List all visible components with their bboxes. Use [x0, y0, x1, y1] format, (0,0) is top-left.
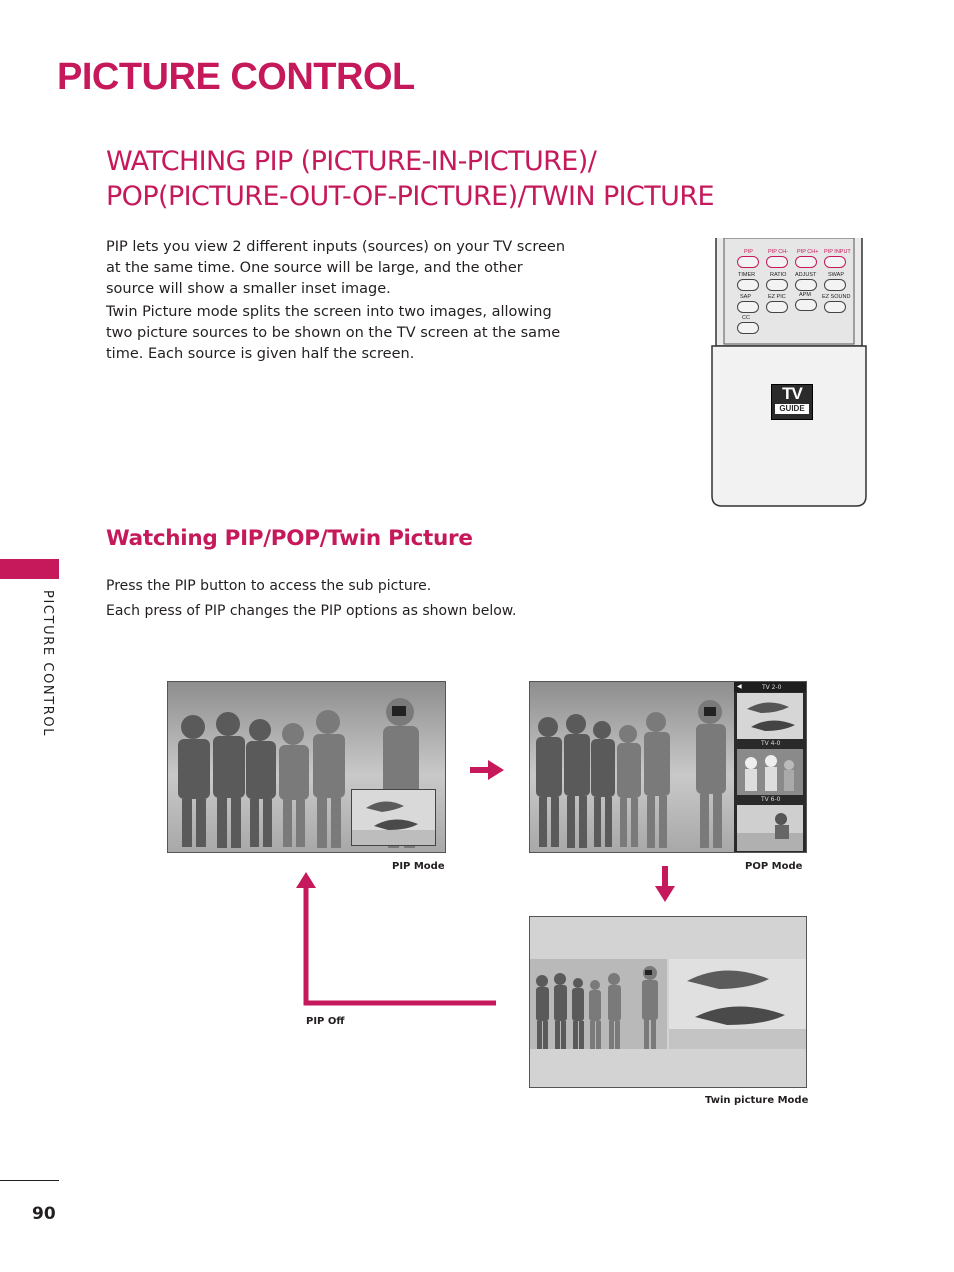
instruction-line-2: Each press of PIP changes the PIP options as shown below.	[106, 603, 517, 619]
twin-right-image	[669, 959, 806, 1049]
pip-off-caption: PIP Off	[306, 1016, 345, 1027]
adjust-button	[795, 279, 817, 291]
timer-button	[737, 279, 759, 291]
remote-control-illustration	[706, 238, 872, 508]
instruction-line-1: Press the PIP button to access the sub picture.	[106, 578, 432, 594]
section-heading-line2: POP(PICTURE-OUT-OF-PICTURE)/TWIN PICTURE	[106, 181, 714, 212]
pip-button	[737, 256, 759, 268]
pip-ch-plus-button	[795, 256, 817, 268]
sap-label: SAP	[740, 294, 752, 300]
arrow-right-icon	[470, 760, 504, 780]
arrow-down-icon	[655, 866, 675, 902]
pip-ch-plus-label: PIP CH+	[797, 249, 819, 255]
pip-mode-screen	[167, 681, 446, 853]
pip-input-button	[824, 256, 846, 268]
swap-label: SWAP	[828, 272, 844, 278]
ratio-label: RATIO	[770, 272, 787, 278]
pop-mode-caption: POP Mode	[745, 861, 803, 872]
cc-button	[737, 322, 759, 334]
cc-label: CC	[742, 315, 750, 321]
side-tab-marker	[0, 559, 59, 579]
pop-channel-1-label: TV 2-0	[762, 684, 782, 691]
ez-pic-button	[766, 301, 788, 313]
page-number: 90	[32, 1204, 56, 1224]
pop-thumb-1	[737, 693, 803, 739]
adjust-label: ADJUST	[795, 272, 817, 278]
side-tab-label: PICTURE CONTROL	[40, 590, 55, 738]
pip-mode-caption: PIP Mode	[392, 861, 445, 872]
intro-paragraph-1: PIP lets you view 2 different inputs (sources) on your TV screen at the same time. One source will be large, and the other source will show a smaller inset image.	[106, 239, 566, 297]
pop-left-arrow-icon: ◀	[737, 683, 742, 690]
twin-left-image	[530, 959, 667, 1049]
pop-mode-screen	[529, 681, 807, 853]
pip-inset-image	[351, 789, 436, 846]
page-title: PICTURE CONTROL	[57, 56, 415, 98]
pop-thumb-2	[737, 749, 803, 795]
tv-guide-logo: TV GUIDE	[771, 384, 813, 420]
intro-paragraph-2: Twin Picture mode splits the screen into two images, allowing two picture sources to be shown on the TV screen at the same time. Each source is given half the screen.	[106, 304, 561, 362]
arrow-return-icon	[296, 872, 500, 1008]
sap-button	[737, 301, 759, 313]
pop-channel-2-label: TV 4-0	[761, 740, 781, 747]
apm-button	[795, 299, 817, 311]
swap-button	[824, 279, 846, 291]
pop-sidebar	[734, 682, 806, 852]
section-heading-line1: WATCHING PIP (PICTURE-IN-PICTURE)/	[106, 146, 597, 177]
pip-ch-minus-button	[766, 256, 788, 268]
pip-ch-minus-label: PIP CH-	[768, 249, 789, 255]
ez-sound-button	[824, 301, 846, 313]
pop-channel-3-label: TV 6-0	[761, 796, 781, 803]
ez-pic-label: EZ PIC	[768, 294, 786, 300]
timer-label: TIMER	[738, 272, 756, 278]
apm-label: APM	[799, 292, 811, 298]
twin-picture-screen	[529, 916, 807, 1088]
subsection-heading: Watching PIP/POP/Twin Picture	[106, 526, 473, 551]
pop-thumb-3	[737, 805, 803, 851]
pip-label: PIP	[744, 249, 753, 255]
ratio-button	[766, 279, 788, 291]
footer-rule	[0, 1180, 59, 1181]
twin-mode-caption: Twin picture Mode	[705, 1095, 809, 1106]
pip-input-label: PIP INPUT	[824, 249, 851, 255]
ez-sound-label: EZ SOUND	[822, 294, 851, 300]
